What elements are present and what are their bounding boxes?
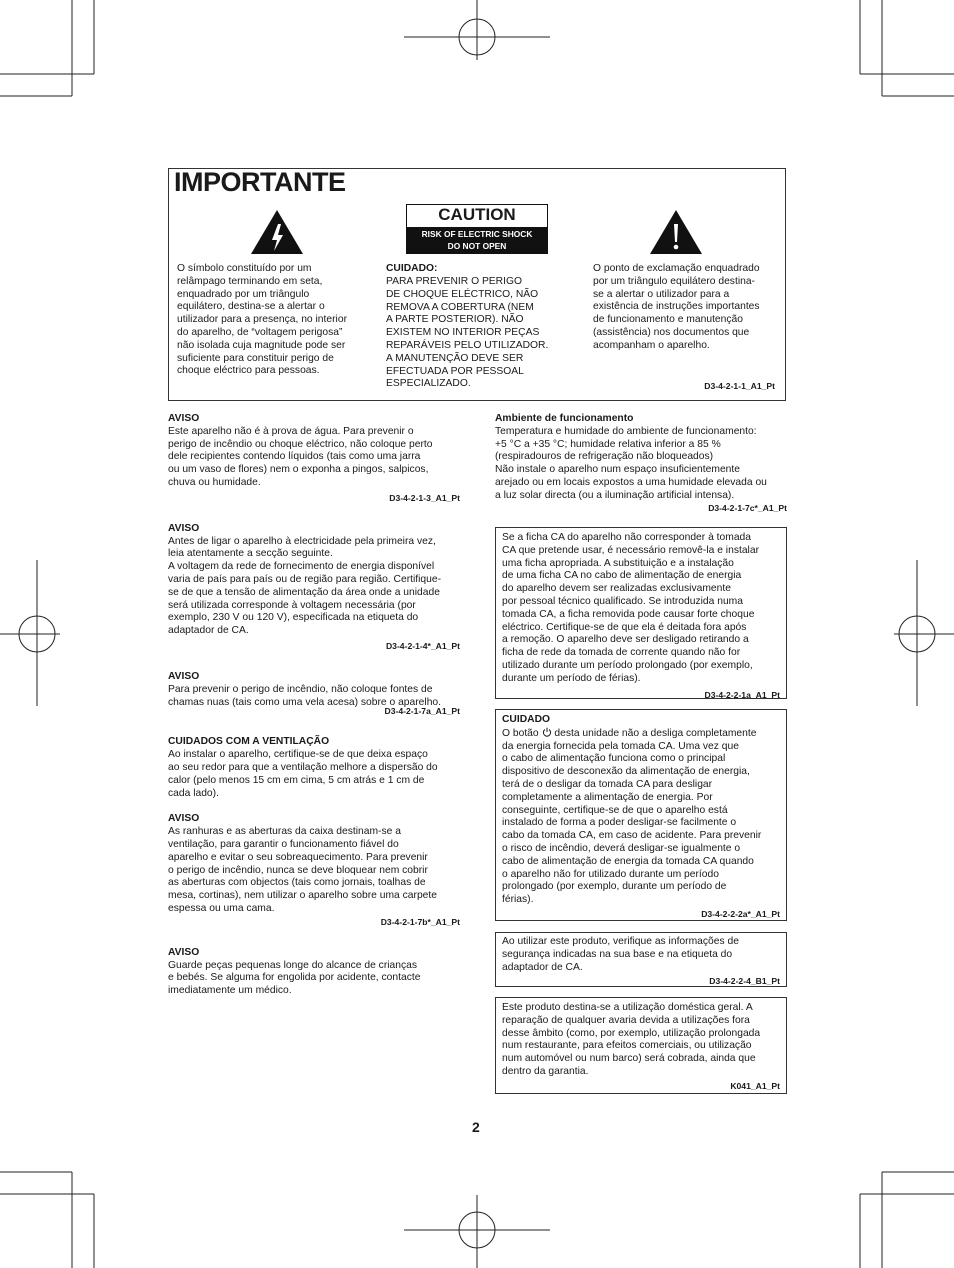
caution-subtext: RISK OF ELECTRIC SHOCK DO NOT OPEN [407,227,547,253]
box-body: Ao utilizar este produto, verifique as informações de segurança indicadas na sua base e na etiqueta do adaptador de CA. [502,936,739,973]
box-uso-domestico [495,997,787,1094]
section-aviso-voltagem [168,523,460,651]
lightning-description: O símbolo constituído por um relâmpago terminando em seta, enquadrado por um triângulo equilátero, destina-se a alertar o utilizador para a presença, no interior do aparelho, de “voltagem perigosa” não isolada cuja magnitude pode ser suficiente para constituir perigo de choque eléctrico para pessoas. [177,263,347,377]
section-ventilacao [168,736,460,800]
section-aviso-chamas [168,671,460,716]
section-code: D3-4-2-1-4*_A1_Pt [385,640,460,651]
box-body-first-line [502,727,780,907]
box-code: D3-4-2-2-1a_A1_Pt [704,689,780,700]
section-heading: AVISO [168,946,200,958]
section-code: D3-4-2-1-7a_A1_Pt [384,706,460,717]
section-body: Guarde peças pequenas longe do alcance de crianças e bebés. Se alguma for engolida por acidente, contacte imediatamente um médico. [168,959,421,997]
section-heading: AVISO [168,813,200,825]
section-body: Ao instalar o aparelho, certifique-se de que deixa espaço ao seu redor para que a ventilação melhore a dispersão do calor (pelo menos 15 cm em cima, 5 cm atrás e 1 cm de cada lado). [168,749,438,799]
caution-word: CAUTION [438,205,516,224]
section-code: D3-4-2-1-3_A1_Pt [389,492,460,503]
cuidado-warning: PARA PREVENIR O PERIGO DE CHOQUE ELÉCTRICO, NÃO REMOVA A COBERTURA (NEM A PARTE POSTERIOR). NÃO EXISTEM NO INTERIOR PEÇAS REPARÁVEIS PELO UTILIZADOR. A MANUTENÇÃO DEVE SER EFECTUADA POR PESSOAL ESPECIALIZADO. [386,276,549,390]
box-body: Este produto destina-se a utilização doméstica geral. A reparação de qualquer avaria devida a utilizações fora desse âmbito (como, por exemplo, utilização prolongada num restaurante, para efeitos comerciais, ou utilização num automóvel ou num barco) será cobrada, ainda que dentro da garantia. [502,1002,761,1077]
section-ambiente [495,413,787,513]
section-heading: AVISO [168,413,200,424]
page-number: 2 [472,1119,480,1135]
caution-label [406,204,548,254]
section-code: D3-4-2-1-7b*_A1_Pt [380,916,460,927]
section-aviso-pecas [168,947,460,998]
box-code: D3-4-2-2-2a*_A1_Pt [701,908,780,919]
section-body: As ranhuras e as aberturas da caixa destinam-se a ventilação, para garantir o funcionamento fiável do aparelho e evitar o seu sobreaquecimento. Para prevenir o perigo de incêndio, nunca se deve bloquear nem cobrir as aberturas com objectos (tais como jornais, toalhas de mesa, cortinas), nem utilizar o aparelho sobre uma carpete espessa ou uma cama. [168,826,437,914]
cuidado-heading: CUIDADO: [386,263,438,274]
page-title: IMPORTANTE [174,167,346,197]
section-heading: AVISO [168,670,200,682]
exclamation-triangle-icon [648,208,704,256]
section-heading: Ambiente de funcionamento [495,413,634,424]
box-body-prefix: O botão [502,727,542,739]
section-code: D3-4-2-1-7c*_A1_Pt [708,502,787,513]
box-seguranca [495,932,787,987]
box-cuidado-botao [495,709,787,921]
section-aviso-ranhuras [168,813,460,926]
left-column [168,413,460,998]
exclamation-description: O ponto de exclamação enquadrado por um triângulo equilátero destina- se a alertar o utilizador para a existência de instruções importantes de funcionamento e manutenção (assistência) nos documentos que acompanham o aparelho. [593,263,760,351]
box-heading: CUIDADO [502,714,551,725]
box-body: Se a ficha CA do aparelho não corresponder à tomada CA que pretende usar, é necessário removê-la e instalar uma ficha apropriada. A substituição e a instalação de uma ficha CA no cabo de alimentação de energia do aparelho devem ser realizadas exclusivamente por pessoal técnico qualificado. Se introduzida numa tomada CA, a ficha removida pode causar forte choque eléctrico. Certifique-se de que ela é deitada fora após a remoção. O aparelho deve ser desligado retirando a ficha de rede da tomada de corrente quando não for utilizado durante um período prolongado (por exemplo, durante um período de férias). [502,532,759,684]
section-heading: CUIDADOS COM A VENTILAÇÃO [168,736,330,748]
header-code: D3-4-2-1-1_A1_Pt [704,381,775,391]
section-aviso-agua [168,413,460,503]
section-body: Antes de ligar o aparelho à electricidade pela primeira vez, leia atentamente a secção seguinte. A voltagem da rede de fornecimento de energia disponível varia de país para país ou de região para região. Certifique- se de que a tensão de alimentação da área onde a unidade será utilizada corresponde à voltagem necessária (por exemplo, 230 V ou 120 V), especificada na etiqueta do adaptador de CA. [168,535,442,637]
box-code: D3-4-2-2-4_B1_Pt [709,976,780,987]
box-code: K041_A1_Pt [730,1080,780,1091]
box-body: desta unidade não a desliga completamente da energia fornecida pela tomada CA. Uma vez que o cabo de alimentação funciona como o principal dispositivo de desconexão da alimentação de energia, terá de o desligar da tomada CA para desligar completamente a alimentação de energia. Por conseguinte, certifique-se de que o aparelho está instalado de forma a poder desligar-se facilmente o cabo da tomada CA, em caso de acidente. Para prevenir o risco de incêndio, deverá desligar-se igualmente o cabo de alimentação de energia da tomada CA quando o aparelho não for utilizado durante um período prolongado (por exemplo, durante um período de férias). [502,727,762,906]
section-body: Para prevenir o perigo de incêndio, não coloque fontes de chamas nuas (tais como uma vela acesa) sobre o aparelho. [168,683,442,708]
section-heading: AVISO [168,522,200,534]
power-icon [542,727,552,737]
box-ficha-ca [495,527,787,699]
lightning-triangle-icon [249,208,305,256]
section-body: Este aparelho não é à prova de água. Para prevenir o perigo de incêndio ou choque eléctrico, não coloque perto dele recipientes contendo líquidos (tais como uma jarra ou um vaso de flores) nem o exponha a pingos, salpicos, chuva ou humidade. [168,425,433,488]
section-body: Temperatura e humidade do ambiente de funcionamento: +5 °C a +35 °C; humidade relativa inferior a 85 % (respiradouros de refrigeração não bloqueados) Não instale o aparelho num espaço insuficientemente arejado ou em locais expostos a uma humidade elevada ou a luz solar directa (ou a iluminação artificial intensa). [495,425,767,501]
